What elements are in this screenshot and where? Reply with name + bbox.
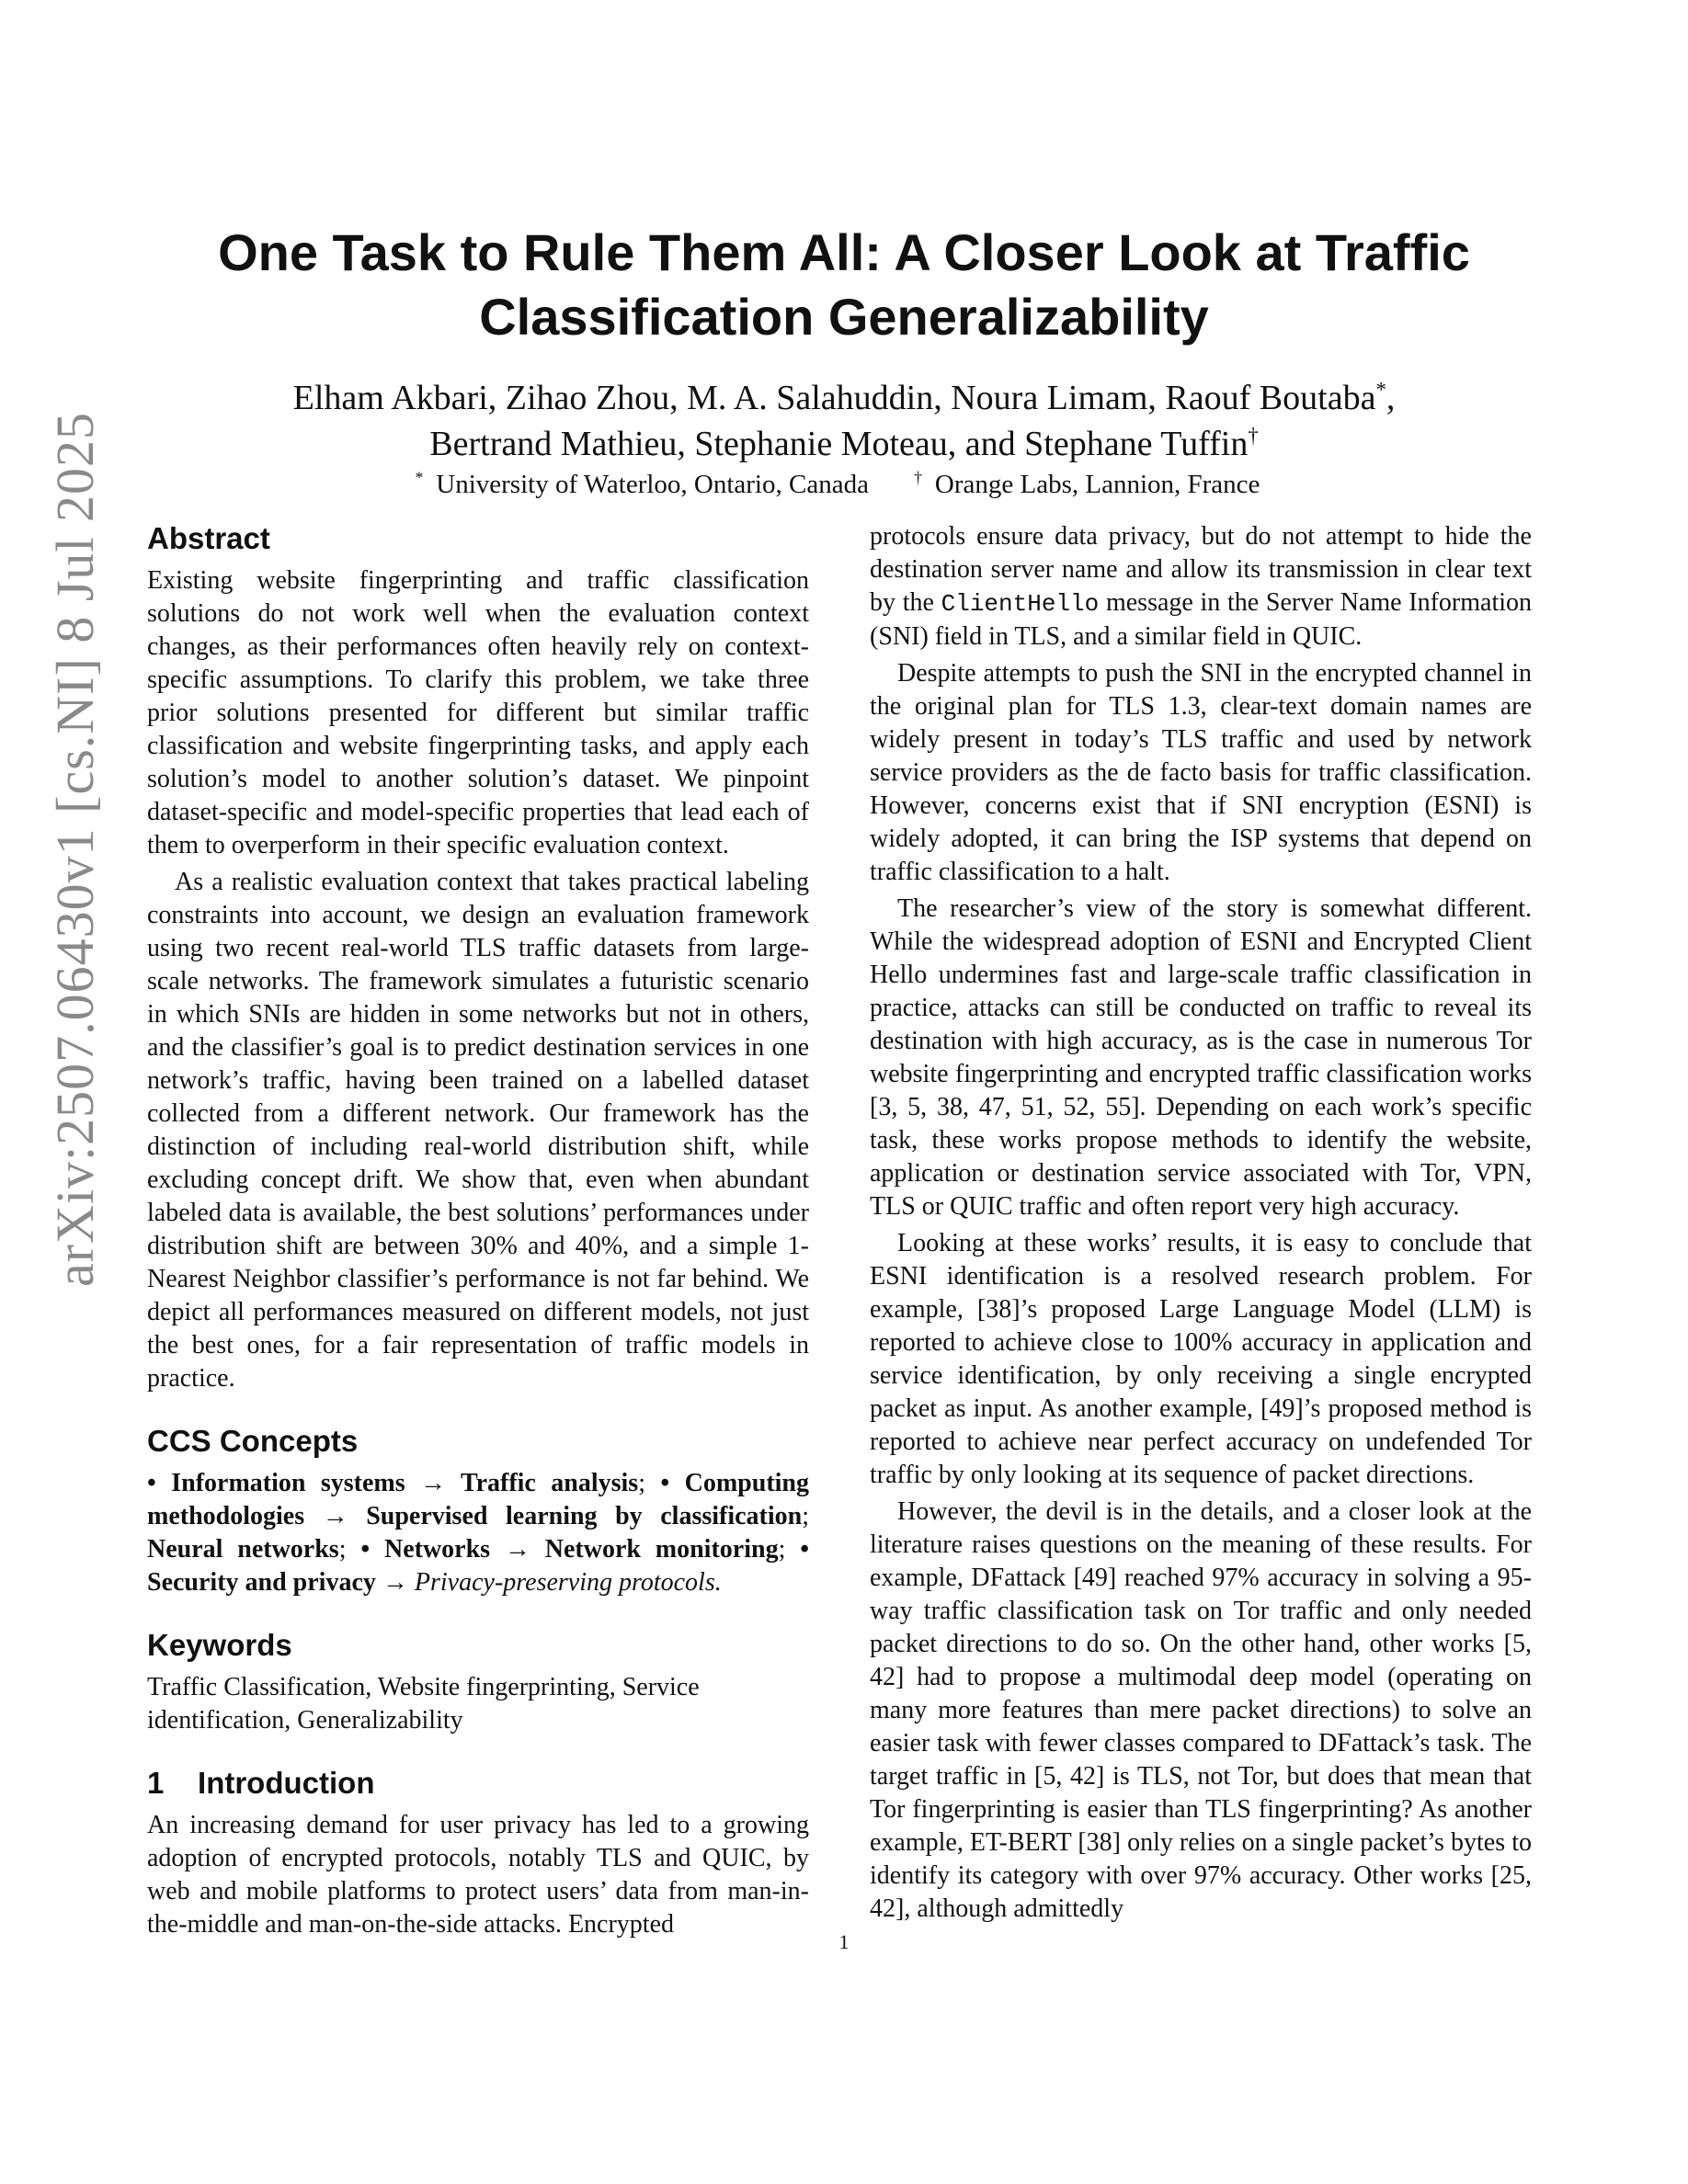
author-line-1 — [110, 375, 1578, 421]
affiliation-2 — [914, 470, 1272, 499]
ccs-concepts-section — [147, 1423, 809, 1599]
ccs-separator: ; — [638, 1469, 661, 1497]
affiliation-text: University of Waterloo, Ontario, Canada — [436, 470, 869, 499]
right-column — [870, 520, 1532, 1929]
keywords-section — [147, 1627, 809, 1737]
author-line-2 — [110, 421, 1578, 467]
affiliation-mark: † — [914, 468, 922, 487]
ccs-term: • Computing methodologies → Supervised learning by classification — [147, 1469, 809, 1530]
ccs-term: • Security and privacy → — [147, 1535, 810, 1597]
affiliation-mark: † — [1248, 424, 1259, 448]
left-column — [147, 520, 809, 1945]
ccs-separator: ; — [802, 1502, 809, 1530]
ccs-heading: CCS Concepts — [147, 1424, 359, 1458]
body-paragraph — [870, 520, 1532, 654]
page-number: 1 — [838, 1930, 850, 1953]
introduction-section — [147, 1765, 809, 1941]
author-line-1-comma: , — [1386, 379, 1396, 417]
introduction-paragraph: An increasing demand for user privacy has led to a growing adoption of encrypted protocols, notably TLS and QUIC, by web and mobile platforms to protect users’ data from man-in-the-middle and man-on-the-side attacks. Encrypted — [147, 1811, 809, 1939]
arxiv-identifier: arXiv:2507.06430v1 [cs.NI] 8 Jul 2025 — [45, 411, 105, 1287]
introduction-heading: 1 Introduction — [147, 1766, 375, 1800]
body-paragraph: Looking at these works’ results, it is easy to conclude that ESNI identification is a resolved research problem. For example, [38]’s proposed Large Language Model (LLM) is reported to achieve close to 100% accuracy in application and service identification, by only receiving a single encrypted packet as input. As another example, [49]’s proposed method is reported to achieve near perfect accuracy on undefended Tor traffic by only looking at its sequence of packet directions. — [870, 1229, 1532, 1489]
abstract-section — [147, 520, 809, 1395]
affiliation-mark: * — [415, 468, 424, 487]
paper-title: One Task to Rule Them All: A Closer Look at Traffic Classification Generalizability — [218, 223, 1470, 346]
body-paragraph: Despite attempts to push the SNI in the encrypted channel in the original plan for TLS 1.3, clear-text domain names are widely present in today’s TLS traffic and used by network service providers as the de facto basis for traffic classification. However, concerns exist that if SNI encryption (ESNI) is widely adopted, it can bring the ISP systems that depend on traffic classification to a halt. — [870, 659, 1532, 886]
affiliations — [110, 467, 1578, 502]
inline-code: ClientHello — [941, 590, 1100, 618]
affiliation-text: Orange Labs, Lannion, France — [934, 470, 1260, 499]
ccs-separator: ; — [778, 1535, 801, 1564]
ccs-term: • Information systems → Traffic analysis — [147, 1469, 639, 1497]
ccs-term-italic: Privacy-preserving protocols. — [407, 1568, 722, 1597]
keywords-heading: Keywords — [147, 1628, 292, 1662]
paragraph-text: protocols ensure data privacy, but do not attempt to hide the destination server name and allow its transmission in clear text by the — [870, 522, 1532, 617]
abstract-paragraph: As a realistic evaluation context that takes practical labeling constraints into account, we design an evaluation framework using two recent real-world TLS traffic datasets from large-scale networks. The framework simulates a futuristic scenario in which SNIs are hidden in some networks but not in others, and the classifier’s goal is to predict destination services in one network’s traffic, having been trained on a labelled dataset collected from a different network. Our framework has the distinction of including real-world distribution shift, while excluding concept drift. We show that, even when abundant labeled data is available, the best solutions’ performances under distribution shift are between 30% and 40%, and a simple 1-Nearest Neighbor classifier’s performance is not far behind. We depict all performances measured on different models, not just the best ones, for a fair representation of traffic models in practice. — [147, 868, 809, 1393]
ccs-text — [147, 1467, 809, 1599]
affiliation-mark: * — [1375, 378, 1386, 402]
keywords-text: Traffic Classification, Website fingerprinting, Service identification, Generalizability — [147, 1673, 700, 1735]
paragraph-text: message in the Server Name Information (SNI) field in TLS, and a similar field in QUIC. — [870, 588, 1532, 651]
ccs-term: Neural networks — [147, 1535, 339, 1564]
ccs-separator: ; — [338, 1535, 361, 1564]
ccs-term: • Networks → Network monitoring — [360, 1535, 779, 1564]
authors-line-2-text: Bertrand Mathieu, Stephanie Moteau, and Stephane Tuffin — [429, 425, 1249, 463]
abstract-paragraph: Existing website fingerprinting and traffic classification solutions do not work well when the evaluation context changes, as their performances often heavily rely on context-specific assumptions. To clarify this problem, we take three prior solutions presented for different but similar traffic classification and website fingerprinting tasks, and apply each solution’s model to another solution’s dataset. We pinpoint dataset-specific and model-specific properties that lead each of them to overperform in their specific evaluation context. — [147, 566, 809, 859]
body-paragraph: However, the devil is in the details, and a closer look at the literature raises questions on the meaning of these results. For example, DFattack [49] reached 97% accuracy in solving a 95-way traffic classification task on Tor traffic and only needed packet directions to do so. On the other hand, other works [5, 42] had to propose a multimodal deep model (operating on many more features than mere packet directions) to solve an easier task with fewer classes compared to DFattack’s task. The target traffic in [5, 42] is TLS, not Tor, but does that mean that Tor fingerprinting is easier than TLS fingerprinting? As another example, ET-BERT [38] only relies on a single packet’s bytes to identify its category with over 97% accuracy. Other works [25, 42], although admittedly — [870, 1497, 1532, 1923]
author-list — [110, 375, 1578, 467]
abstract-heading: Abstract — [147, 521, 270, 555]
affiliation-1 — [416, 470, 882, 499]
authors-line-1-text: Elham Akbari, Zihao Zhou, M. A. Salahuddin, Noura Limam, Raouf Boutaba — [292, 379, 1376, 417]
body-paragraph: The researcher’s view of the story is somewhat different. While the widespread adoption of ESNI and Encrypted Client Hello undermines fast and large-scale traffic classification in practice, attacks can still be conducted on traffic to reveal its destination with high accuracy, as is the case in numerous Tor website fingerprinting and encrypted traffic classification works [3, 5, 38, 47, 51, 52, 55]. Depending on each work’s specific task, these works propose methods to identify the website, application or destination service associated with Tor, VPN, TLS or QUIC traffic and often report very high accuracy. — [870, 894, 1532, 1221]
